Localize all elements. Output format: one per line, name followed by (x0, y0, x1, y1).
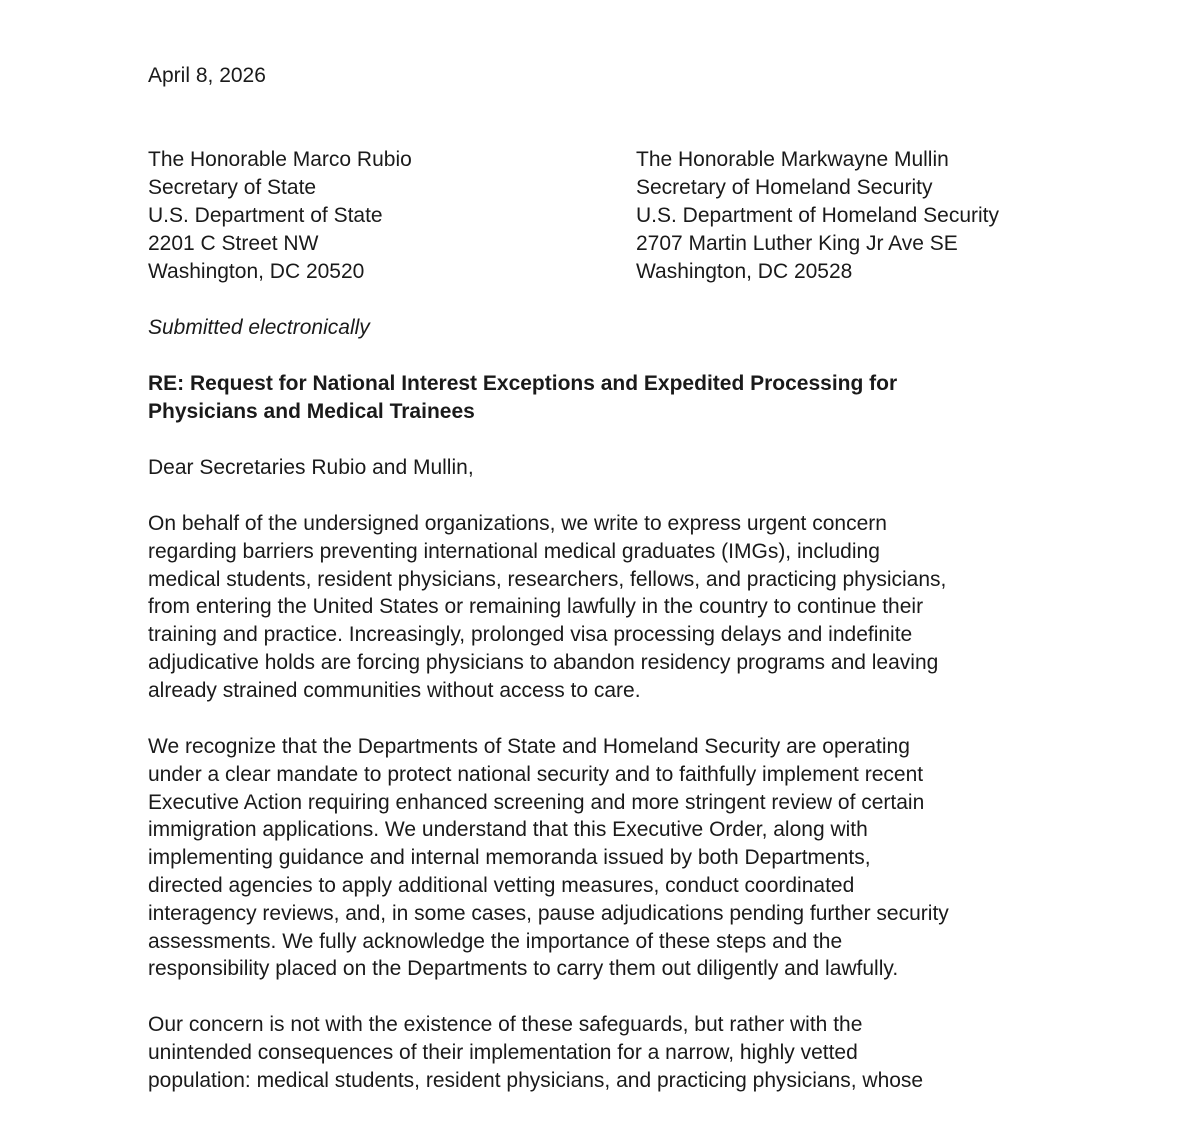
paragraph-line: implementing guidance and internal memoranda issued by both Departments, (148, 846, 871, 870)
paragraph-line: medical students, resident physicians, researchers, fellows, and practicing physicians, (148, 567, 947, 591)
recipient-address-state (148, 146, 412, 286)
paragraph-line: training and practice. Increasingly, prolonged visa processing delays and indefinite (148, 623, 913, 647)
recipient-title: Secretary of State (148, 176, 317, 199)
paragraph-line: Executive Action requiring enhanced screening and more stringent review of certain (148, 790, 925, 814)
recipient-street: 2201 C Street NW (148, 232, 319, 255)
salutation: Dear Secretaries Rubio and Mullin, (148, 456, 474, 479)
recipient-street: 2707 Martin Luther King Jr Ave SE (636, 232, 958, 255)
paragraph-line: We recognize that the Departments of State and Homeland Security are operating (148, 735, 910, 758)
paragraph-line: regarding barriers preventing international medical graduates (IMGs), including (148, 539, 880, 563)
subject-line-text: RE: Request for National Interest Exceptions and Expedited Processing for (148, 372, 898, 395)
body-paragraph (148, 733, 1068, 983)
recipient-city: Washington, DC 20520 (148, 260, 365, 283)
body-paragraph (148, 510, 1068, 705)
recipient-city: Washington, DC 20528 (636, 260, 853, 283)
paragraph-line: assessments. We fully acknowledge the importance of these steps and the (148, 929, 843, 953)
paragraph-line: from entering the United States or remaining lawfully in the country to continue their (148, 595, 924, 619)
paragraph-line: directed agencies to apply additional vetting measures, conduct coordinated (148, 873, 855, 897)
recipient-address-homeland (636, 146, 999, 286)
letter-date: April 8, 2026 (148, 64, 266, 87)
paragraph-line: adjudicative holds are forcing physicians to abandon residency programs and leaving (148, 650, 939, 674)
paragraph-line: unintended consequences of their implementation for a narrow, highly vetted (148, 1040, 858, 1064)
paragraph-line: Our concern is not with the existence of these safeguards, but rather with the (148, 1013, 863, 1036)
recipient-department: U.S. Department of State (148, 204, 383, 227)
recipient-name: The Honorable Markwayne Mullin (636, 148, 949, 171)
recipient-name: The Honorable Marco Rubio (148, 148, 412, 171)
paragraph-line: already strained communities without access to care. (148, 678, 641, 702)
recipient-department: U.S. Department of Homeland Security (636, 204, 999, 227)
paragraph-line: under a clear mandate to protect national security and to faithfully implement recent (148, 762, 924, 786)
paragraph-line: immigration applications. We understand that this Executive Order, along with (148, 818, 868, 842)
submission-note: Submitted electronically (148, 316, 370, 339)
paragraph-line: interagency reviews, and, in some cases, pause adjudications pending further security (148, 901, 949, 925)
paragraph-line: responsibility placed on the Departments to carry them out diligently and lawfully. (148, 957, 899, 981)
recipient-title: Secretary of Homeland Security (636, 176, 933, 199)
paragraph-line: On behalf of the undersigned organizations, we write to express urgent concern (148, 512, 887, 535)
paragraph-line: population: medical students, resident physicians, and practicing physicians, whose (148, 1068, 924, 1092)
subject-line-text: Physicians and Medical Trainees (148, 400, 475, 423)
body-paragraph (148, 1011, 1068, 1094)
subject-line (148, 370, 1068, 426)
